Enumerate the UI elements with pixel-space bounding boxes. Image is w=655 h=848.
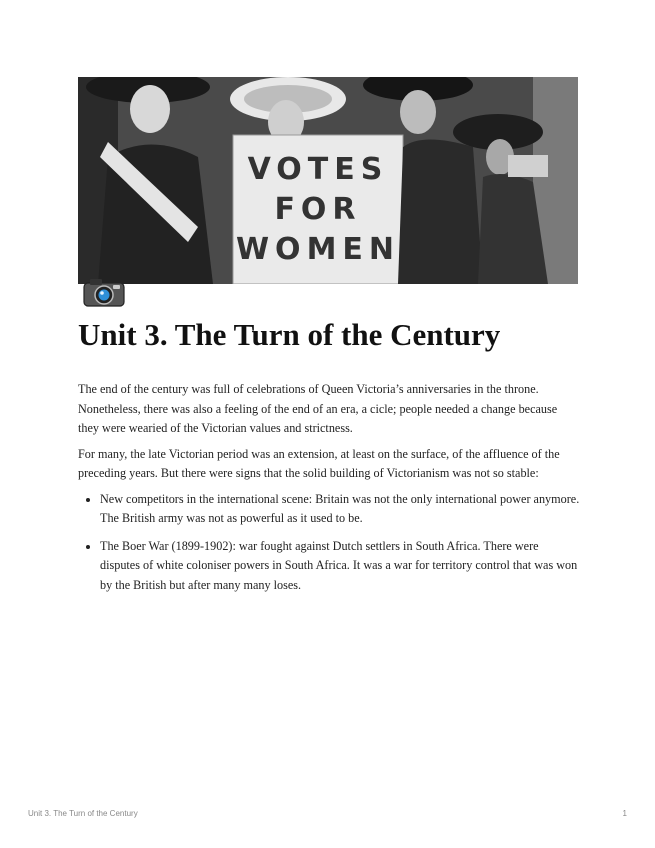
page-number: 1 — [622, 809, 627, 818]
article-body — [78, 380, 580, 603]
footer-title: Unit 3. The Turn of the Century — [28, 809, 138, 818]
camera-icon[interactable] — [82, 276, 126, 308]
list-item: • The Boer War (1899-1902): war fought against Dutch settlers in South Africa. There were disputes of white coloniser powers in South Africa. It was a war for territory control that was won by the British but after many many loses. — [100, 537, 580, 596]
list-item: • New competitors in the international scene: Britain was not the only international power anymore. The British army was not as powerful as it used to be. — [100, 490, 580, 529]
sign-line-3: WOMEN — [235, 231, 401, 267]
suffragette-photo — [78, 77, 578, 284]
sign-line-1: VOTES — [247, 151, 389, 187]
sign-line-2: FOR — [274, 191, 362, 227]
protest-sign — [233, 135, 403, 284]
bullet-list — [78, 490, 580, 596]
paragraph: The end of the century was full of celebrations of Queen Victoria’s anniversaries in the throne. Nonetheless, there was also a feeling of the end of an era, a cicle; people needed a change because they were wearied of the Victorian values and strictness. — [78, 382, 558, 435]
paragraph: For many, the late Victorian period was an extension, at least on the surface, of the affluence of the preceding years. But there were signs that the solid building of Victorianism was not so stable: — [78, 446, 560, 480]
page-title: Unit 3. The Turn of the Century — [78, 317, 501, 352]
